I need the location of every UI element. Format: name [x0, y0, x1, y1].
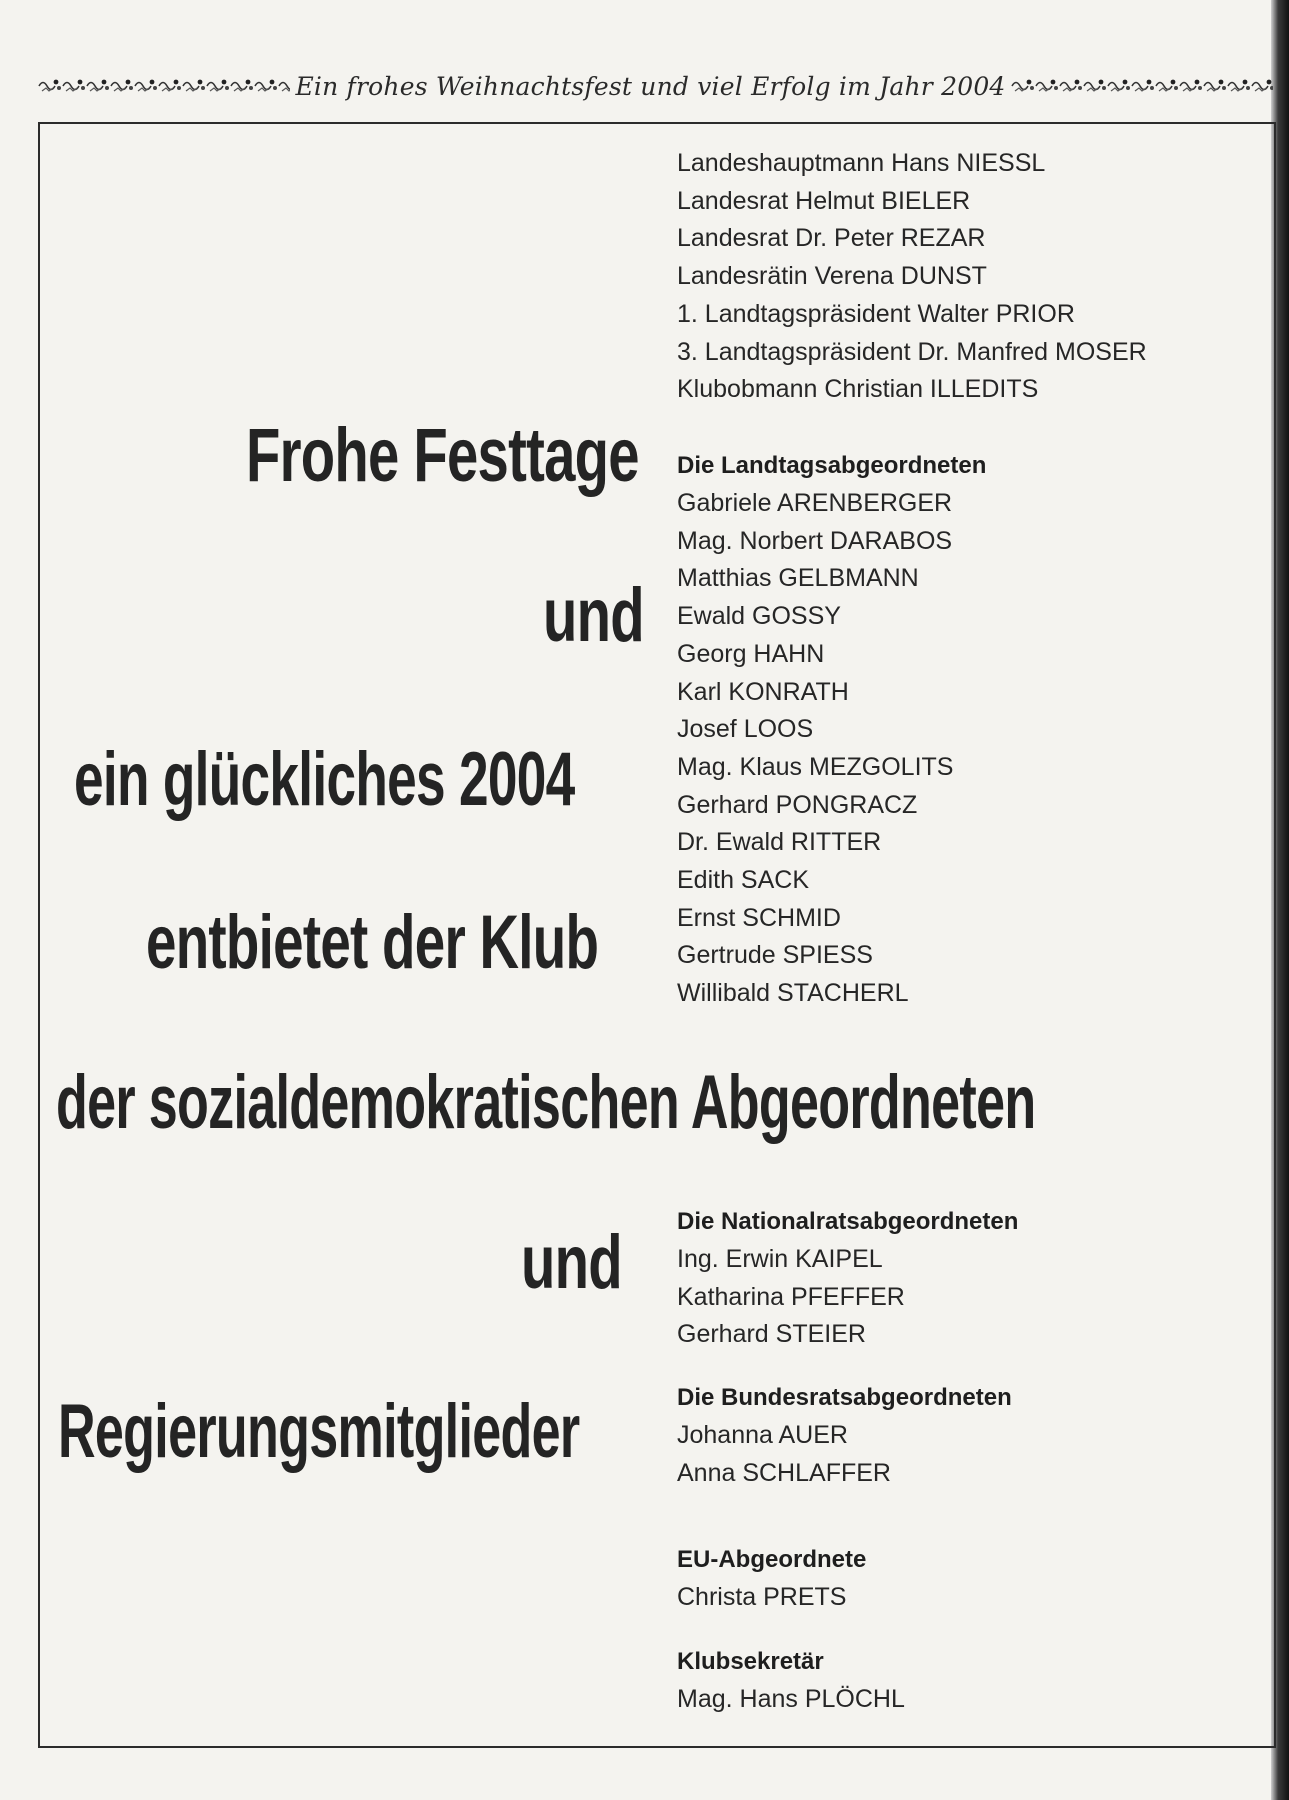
official-name: Landesrätin Verena DUNST: [677, 262, 987, 291]
member-name: Johanna AUER: [677, 1421, 848, 1449]
member-name: Christa PRETS: [677, 1583, 847, 1611]
slogan-line: der sozialdemokratischen Abgeordneten: [56, 1060, 1036, 1145]
member-name: Ewald GOSSY: [677, 602, 841, 631]
slogan-line: ein glückliches 2004: [74, 737, 575, 822]
klubsekretaer-section: [677, 1643, 905, 1719]
holly-ornament-icon: [38, 77, 290, 95]
member-name: Mag. Klaus MEZGOLITS: [677, 752, 954, 781]
section-heading: Klubsekretär: [677, 1648, 824, 1675]
official-name: Landesrat Dr. Peter REZAR: [677, 224, 986, 253]
member-name: Gabriele ARENBERGER: [677, 489, 953, 517]
member-name: Edith SACK: [677, 866, 810, 895]
section-heading: Die Landtagsabgeordneten: [677, 452, 987, 479]
member-name: Josef LOOS: [677, 715, 814, 744]
officials-list: [677, 145, 1147, 409]
bundesrat-section: [677, 1379, 1012, 1492]
section-heading: EU-Abgeordnete: [677, 1546, 867, 1573]
official-name: Landeshauptmann Hans NIESSL: [677, 149, 1046, 177]
landtag-section: [677, 447, 986, 1013]
slogan-line: und: [521, 1220, 622, 1305]
slogan-line: Frohe Festtage: [246, 413, 639, 498]
slogan-line: Regierungsmitglieder: [58, 1389, 580, 1474]
member-name: Gertrude SPIESS: [677, 941, 873, 970]
member-name: Ing. Erwin KAIPEL: [677, 1245, 883, 1273]
holly-ornament-icon: [1011, 77, 1273, 95]
member-name: Gerhard PONGRACZ: [677, 790, 918, 819]
section-heading: Die Bundesratsabgeordneten: [677, 1384, 1012, 1411]
member-name: Katharina PFEFFER: [677, 1282, 905, 1311]
section-heading: Die Nationalratsabgeordneten: [677, 1208, 1019, 1235]
eu-section: [677, 1541, 866, 1617]
member-name: Dr. Ewald RITTER: [677, 828, 882, 857]
member-name: Karl KONRATH: [677, 677, 849, 706]
page-header: [38, 66, 1273, 106]
official-name: 3. Landtagspräsident Dr. Manfred MOSER: [677, 337, 1147, 366]
nationalrat-section: [677, 1203, 1018, 1354]
member-name: Anna SCHLAFFER: [677, 1458, 891, 1487]
slogan-line: entbietet der Klub: [146, 900, 599, 985]
member-name: Mag. Hans PLÖCHL: [677, 1685, 905, 1713]
greeting-header: Ein frohes Weihnachtsfest und viel Erfolg im Jahr 2004: [295, 71, 1006, 101]
member-name: Gerhard STEIER: [677, 1320, 866, 1349]
member-name: Georg HAHN: [677, 639, 825, 668]
slogan-line: und: [543, 573, 644, 658]
official-name: Landesrat Helmut BIELER: [677, 186, 971, 215]
member-name: Matthias GELBMANN: [677, 564, 919, 593]
member-name: Ernst SCHMID: [677, 903, 841, 932]
member-name: Mag. Norbert DARABOS: [677, 526, 953, 555]
member-name: Willibald STACHERL: [677, 979, 909, 1008]
official-name: Klubobmann Christian ILLEDITS: [677, 375, 1039, 404]
official-name: 1. Landtagspräsident Walter PRIOR: [677, 299, 1075, 328]
